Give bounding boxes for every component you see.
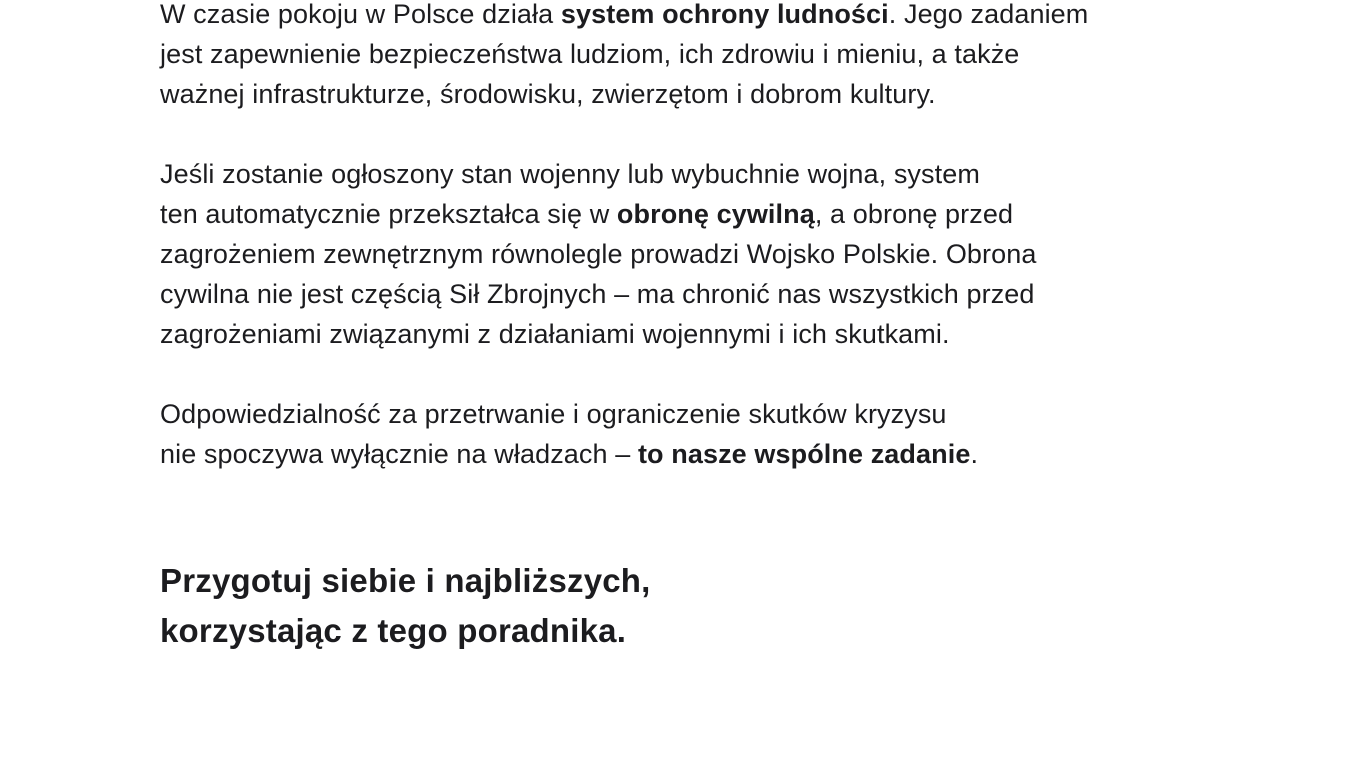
text-segment: . — [970, 439, 979, 469]
bold-phrase-obrone-cywilna: obronę cywilną — [616, 199, 815, 229]
text-segment: , a obronę przed — [814, 199, 1014, 229]
text-segment: . Jego zadaniem — [888, 0, 1089, 29]
paragraph-obrona-cywilna — [160, 154, 1260, 354]
text-line — [160, 0, 1260, 34]
text-segment: W czasie pokoju w Polsce działa — [160, 0, 561, 29]
text-line — [160, 194, 1260, 234]
paragraph-system-ochrony — [160, 0, 1260, 114]
text-line: zagrożeniem zewnętrznym równolegle prowadzi Wojsko Polskie. Obrona — [160, 239, 1037, 269]
text-line — [160, 434, 1260, 474]
text-line: Jeśli zostanie ogłoszony stan wojenny lub wybuchnie wojna, system — [160, 159, 980, 189]
section-heading-przygotuj — [160, 556, 1260, 656]
heading-line: korzystając z tego poradnika. — [160, 612, 627, 649]
bold-phrase-nasze-wspolne-zadanie: to nasze wspólne zadanie — [637, 439, 971, 469]
bold-phrase-system-ochrony-ludnosci: system ochrony ludności — [560, 0, 889, 29]
text-line: Odpowiedzialność za przetrwanie i ograniczenie skutków kryzysu — [160, 399, 947, 429]
text-line: ważnej infrastrukturze, środowisku, zwierzętom i dobrom kultury. — [160, 79, 936, 109]
text-segment: ten automatycznie przekształca się w — [160, 199, 617, 229]
text-line: zagrożeniami związanymi z działaniami wojennymi i ich skutkami. — [160, 319, 950, 349]
text-line: jest zapewnienie bezpieczeństwa ludziom, ich zdrowiu i mieniu, a także — [160, 39, 1020, 69]
text-line: cywilna nie jest częścią Sił Zbrojnych – ma chronić nas wszystkich przed — [160, 279, 1035, 309]
paragraph-wspolne-zadanie — [160, 394, 1260, 474]
text-segment: nie spoczywa wyłącznie na władzach – — [160, 439, 638, 469]
heading-line: Przygotuj siebie i najbliższych, — [160, 562, 651, 599]
intro-section — [160, 0, 1260, 656]
